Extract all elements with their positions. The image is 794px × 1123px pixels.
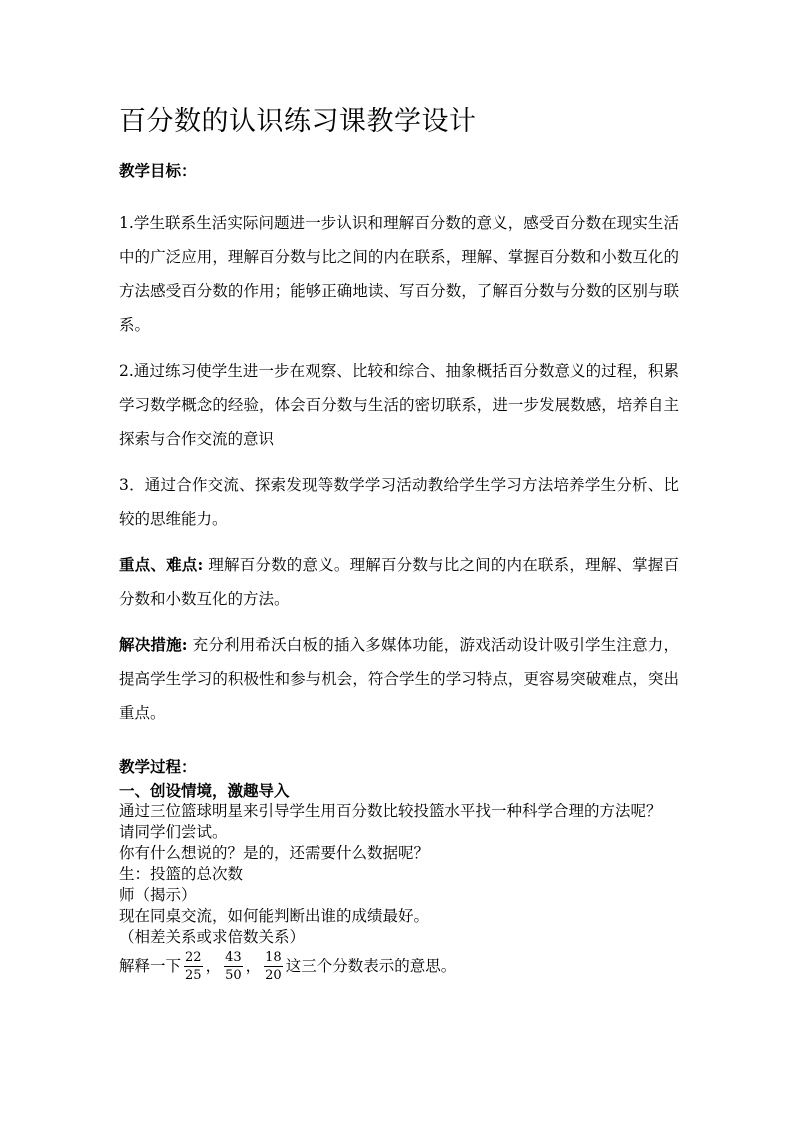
fraction-3-denominator: 20 [265,968,282,983]
fraction-1-numerator: 22 [185,950,202,965]
process-line-4: 生：投篮的总次数 [119,865,244,883]
document-title: 百分数的认识练习课教学设计 [119,106,477,137]
process-line-1: 通过三位篮球明星来引导学生用百分数比较投篮水平找一种科学合理的方法呢？ [119,802,662,820]
process-line-5: 师（揭示） [119,886,197,904]
measures-text: 充分利用希沃白板的插入多媒体功能，游戏活动设计吸引学生注意力，提高学生学习的积极性和参与机会，符合学生的学习特点，更容易突破难点，突出重点。 [119,636,679,722]
key-points-text: 理解百分数的意义。理解百分数与比之间的内在联系，理解、掌握百分数和小数互化的方法。 [119,556,679,608]
key-points-paragraph [119,548,679,616]
process-line-3: 你有什么想说的？是的，还需要什么数据呢？ [119,844,430,862]
measures-paragraph [119,628,679,730]
objective-item-3: 3．通过合作交流、探索发现等数学学习活动教给学生学习方法培养学生分析、比较的思维能力。 [119,476,679,528]
fraction-1-denominator: 25 [185,968,202,983]
key-points-label: 重点、难点: [119,555,204,574]
measures-label: 解决措施: [119,635,188,654]
process-line-6: 现在同桌交流，如何能判断出谁的成绩最好。 [119,907,430,925]
fraction-2-numerator: 43 [225,950,242,965]
process-line-2: 请同学们尝试。 [119,823,228,841]
objective-item-1: 1.学生联系生活实际问题进一步认识和理解百分数的意义，感受百分数在现实生活中的广泛应用，理解百分数与比之间的内在联系，理解、掌握百分数和小数互化的方法感受百分数的作用；能够正确地读、写百分数，了解百分数与分数的区别与联系。 [119,214,679,334]
document-page [119,102,679,983]
fraction-2-denominator: 50 [225,968,242,983]
process-line-7: （相差关系或求倍数关系） [119,928,306,946]
objectives-heading: 教学目标： [119,161,197,180]
explain-suffix: 这三个分数表示的意思。 [285,957,457,975]
fraction-2 [224,950,243,983]
process-heading: 教学过程： [119,757,197,776]
fraction-1 [184,950,203,983]
fraction-3-numerator: 18 [265,950,282,965]
explain-prefix: 解释一下 [119,957,182,975]
fraction-separator-2: ， [245,957,262,975]
explain-fractions-line [119,950,679,983]
section-1-title: 一、创设情境，激趣导入 [119,781,290,800]
objective-item-2: 2.通过练习使学生进一步在观察、比较和综合、抽象概括百分数意义的过程，积累学习数学概念的经验，体会百分数与生活的密切联系，进一步发展数感，培养自主探索与合作交流的意识 [119,362,679,448]
fraction-separator-1: ， [205,957,222,975]
fraction-3 [264,950,283,983]
